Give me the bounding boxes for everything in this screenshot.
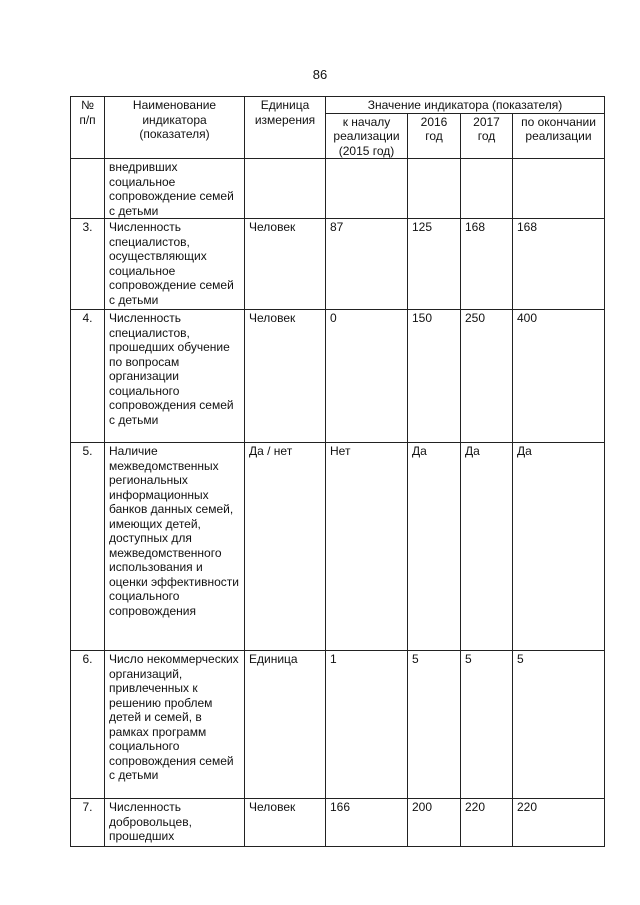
cell-2016: 125 <box>408 219 461 310</box>
cell-num: 6. <box>71 651 105 799</box>
header-value-group: Значение индикатора (показателя) <box>326 97 605 114</box>
table-row <box>71 443 605 651</box>
cell-end: 5 <box>513 651 605 799</box>
cell-name: Численность специалистов, прошедших обучение по вопросам организации социального сопровождения семей с детьми <box>105 310 245 443</box>
cell-2017: 168 <box>461 219 513 310</box>
cell-end: 220 <box>513 799 605 847</box>
cell-end <box>513 159 605 219</box>
cell-unit: Единица <box>245 651 326 799</box>
cell-unit: Человек <box>245 799 326 847</box>
cell-num: 7. <box>71 799 105 847</box>
cell-num <box>71 159 105 219</box>
cell-start: 166 <box>326 799 408 847</box>
table-row <box>71 219 605 310</box>
cell-2016: 5 <box>408 651 461 799</box>
cell-2016: 150 <box>408 310 461 443</box>
cell-name: Число некоммерческих организаций, привлеченных к решению проблем детей и семей, в рамках программ социального сопровождения семей с детьми <box>105 651 245 799</box>
header-2017: 2017 год <box>461 113 513 159</box>
table-row <box>71 159 605 219</box>
header-unit: Единица измерения <box>245 97 326 159</box>
cell-unit: Человек <box>245 310 326 443</box>
cell-unit: Да / нет <box>245 443 326 651</box>
table-row <box>71 310 605 443</box>
cell-2017: 220 <box>461 799 513 847</box>
cell-end: Да <box>513 443 605 651</box>
cell-end: 400 <box>513 310 605 443</box>
table-row <box>71 799 605 847</box>
header-name: Наименование индикатора (показателя) <box>105 97 245 159</box>
cell-name: внедривших социальное сопровождение семей с детьми <box>105 159 245 219</box>
header-start: к началу реализации (2015 год) <box>326 113 408 159</box>
header-num: № п/п <box>71 97 105 159</box>
cell-num: 3. <box>71 219 105 310</box>
cell-2016: 200 <box>408 799 461 847</box>
cell-start: 1 <box>326 651 408 799</box>
cell-name: Наличие межведомственных региональных информационных банков данных семей, имеющих детей, доступных для межведомственного использования и оценки эффективности социального сопровождения <box>105 443 245 651</box>
header-2016: 2016 год <box>408 113 461 159</box>
cell-start: 87 <box>326 219 408 310</box>
cell-start <box>326 159 408 219</box>
cell-name: Численность специалистов, осуществляющих социальное сопровождение семей с детьми <box>105 219 245 310</box>
cell-start: Нет <box>326 443 408 651</box>
cell-2017: 5 <box>461 651 513 799</box>
cell-num: 4. <box>71 310 105 443</box>
cell-name: Численность добровольцев, прошедших <box>105 799 245 847</box>
cell-2017 <box>461 159 513 219</box>
cell-2016 <box>408 159 461 219</box>
cell-end: 168 <box>513 219 605 310</box>
cell-start: 0 <box>326 310 408 443</box>
table-row <box>71 651 605 799</box>
cell-2017: Да <box>461 443 513 651</box>
page-number: 86 <box>312 67 328 82</box>
cell-unit: Человек <box>245 219 326 310</box>
cell-2017: 250 <box>461 310 513 443</box>
header-end: по окончании реализации <box>513 113 605 159</box>
cell-2016: Да <box>408 443 461 651</box>
cell-num: 5. <box>71 443 105 651</box>
indicator-table <box>70 96 605 847</box>
cell-unit <box>245 159 326 219</box>
